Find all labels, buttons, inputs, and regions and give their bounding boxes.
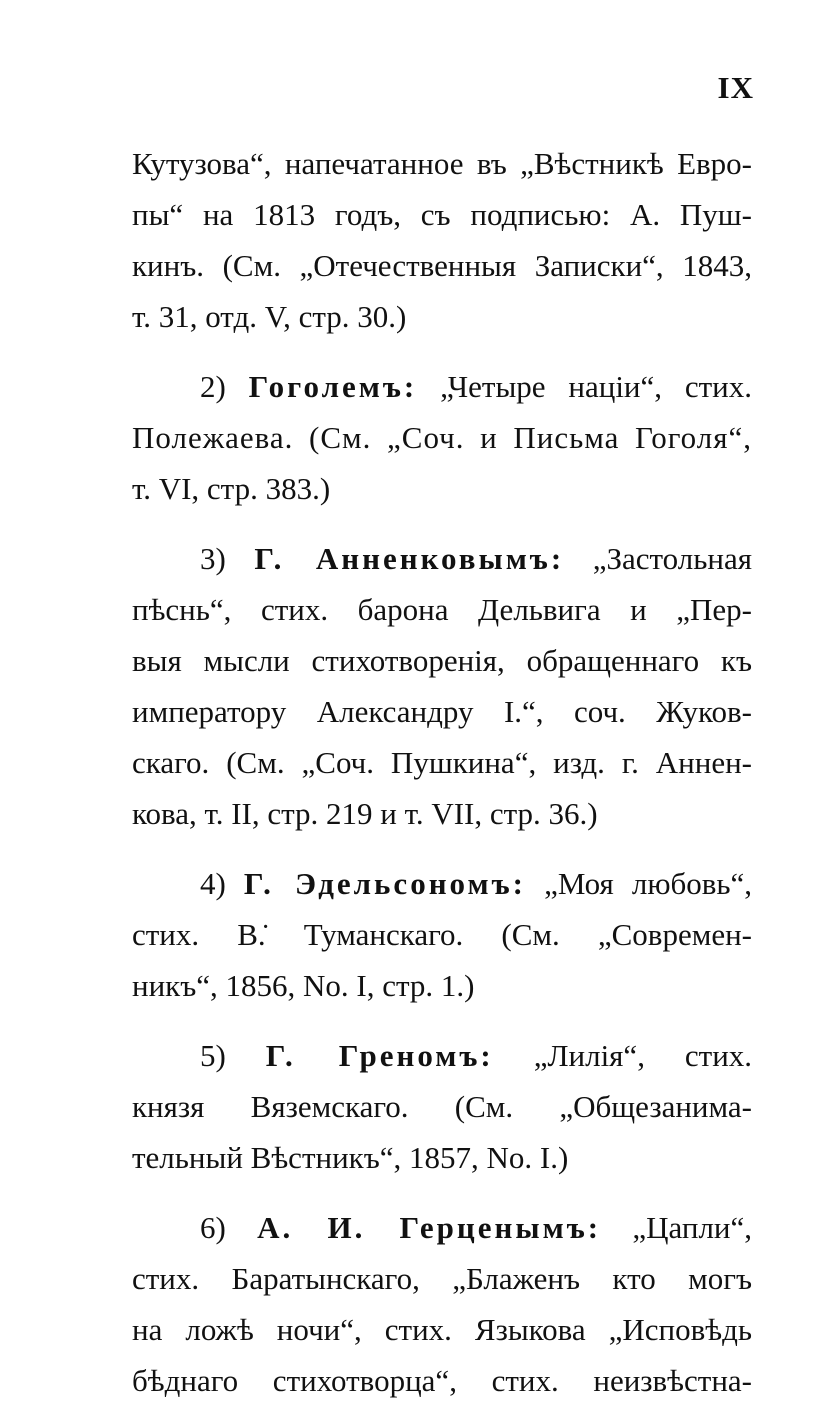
item-number: 3) <box>200 541 226 576</box>
text-line: кова, т. II, стр. 219 и т. VII, стр. 36.) <box>132 796 598 831</box>
text-line: пы“ на 1813 годъ, съ подписью: А. Пуш- <box>132 197 752 232</box>
item-6-first-line <box>132 1202 752 1253</box>
item-5-first-line <box>132 1030 752 1081</box>
item-number: 2) <box>200 369 226 404</box>
text-line: никъ“, 1856, No. I, стр. 1.) <box>132 968 475 1003</box>
item-title: „Моя любовь“, <box>544 866 753 901</box>
text-line: стих. В.̇ Туманскаго. (См. „Современ- <box>132 917 752 952</box>
text-line: т. 31, отд. V, стр. 30.) <box>132 299 407 334</box>
text-line: пѣснь“, стих. барона Дельвига и „Пер- <box>132 592 752 627</box>
item-recipient: А. И. Герценымъ: <box>257 1210 602 1245</box>
text-line: императору Александру I.“, соч. Жуков- <box>132 694 752 729</box>
item-number: 4) <box>200 866 226 901</box>
item-recipient: Г. Греномъ: <box>265 1038 494 1073</box>
item-recipient: Г. Эдельсономъ: <box>243 866 526 901</box>
text-line: стих. Баратынскаго, „Блаженъ кто могъ <box>132 1261 752 1296</box>
item-title: „Застольная <box>592 541 752 576</box>
item-number: 5) <box>200 1038 226 1073</box>
text-line: Кутузова“, напечатанное въ „Вѣстникѣ Евро- <box>132 146 752 181</box>
text-line: Полежаева. (См. „Соч. и Письма Гоголя“, <box>132 420 752 455</box>
page-text <box>132 138 752 1406</box>
item-3-first-line <box>132 533 752 584</box>
item-4-first-line <box>132 858 752 909</box>
text-line: князя Вяземскаго. (См. „Общезанима- <box>132 1089 752 1124</box>
text-line: скаго. (См. „Соч. Пушкина“, изд. г. Аннен- <box>132 745 752 780</box>
item-title: „Четыре націи“, стих. <box>440 369 753 404</box>
item-number: 6) <box>200 1210 226 1245</box>
item-title: „Лилія“, стих. <box>533 1038 753 1073</box>
text-line: кинъ. (См. „Отечественныя Записки“, 1843, <box>132 248 752 283</box>
item-recipient: Г. Анненковымъ: <box>254 541 565 576</box>
item-recipient: Гоголемъ: <box>248 369 418 404</box>
text-line: т. VI, стр. 383.) <box>132 471 331 506</box>
text-line: тельный Вѣстникъ“, 1857, No. I.) <box>132 1140 569 1175</box>
item-2-first-line <box>132 361 752 412</box>
item-title: „Цапли“, <box>632 1210 753 1245</box>
text-line: на ложѣ ночи“, стих. Языкова „Исповѣдь <box>132 1312 752 1347</box>
page-number: IX <box>717 70 754 105</box>
text-line: бѣднаго стихотворца“, стих. неизвѣстна- <box>132 1363 752 1398</box>
text-line: выя мысли стихотворенія, обращеннаго къ <box>132 643 752 678</box>
